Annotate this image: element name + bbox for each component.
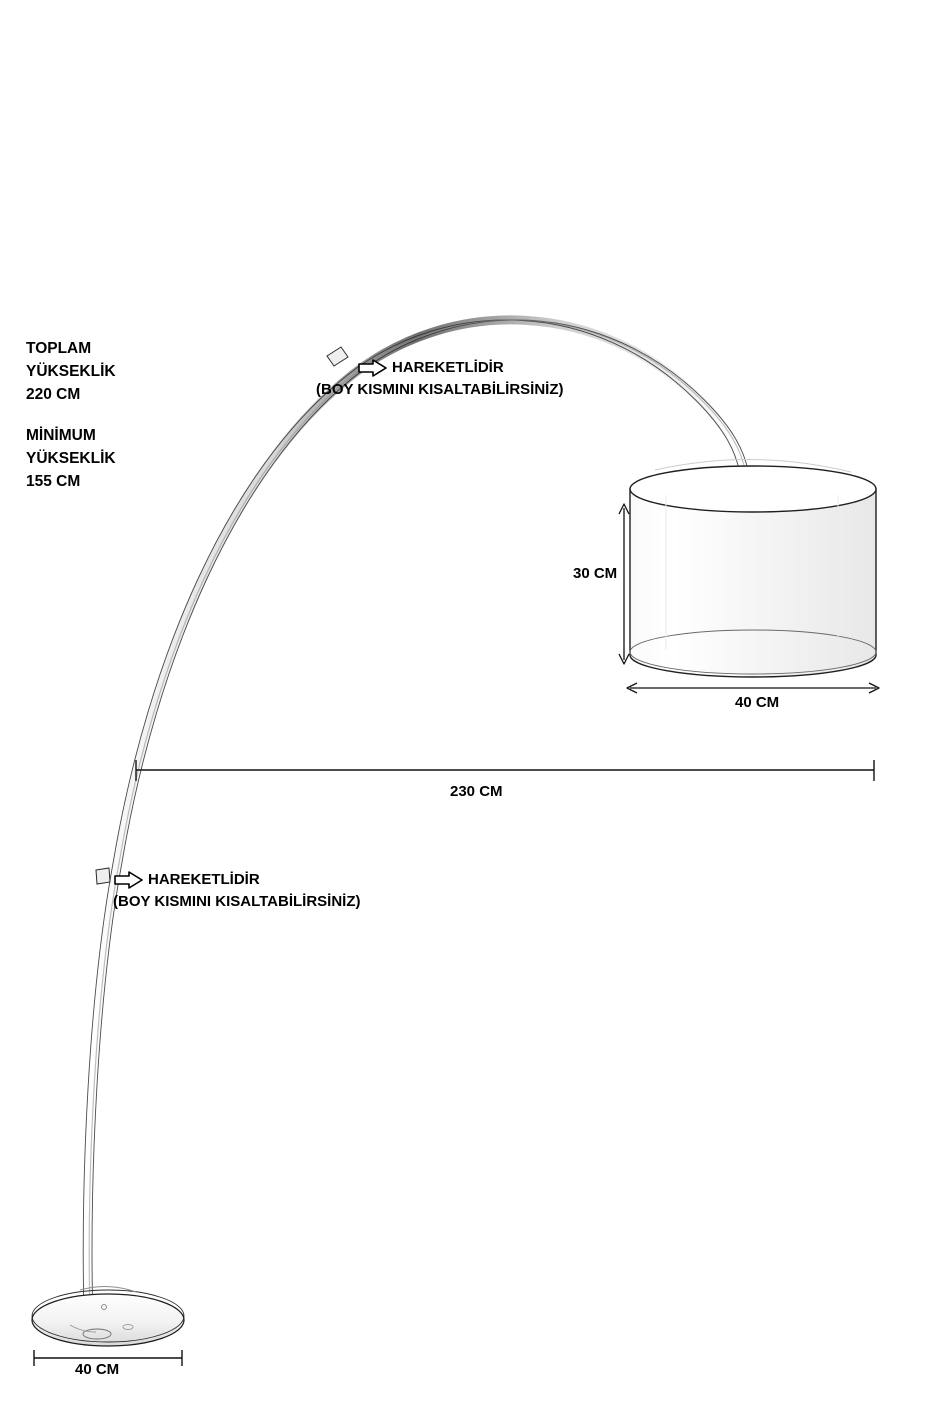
note-bottom-line2: (BOY KISMINI KISALTABİLİRSİNİZ) <box>113 893 361 911</box>
total-height-spec <box>26 338 116 407</box>
minimum-height-label-line2: YÜKSEKLİK <box>26 449 116 467</box>
minimum-height-spec <box>26 425 116 494</box>
note-bottom-line1-row <box>114 871 361 889</box>
pole-joint-top <box>327 347 348 366</box>
note-top-line1: HAREKETLİDİR <box>392 359 504 376</box>
note-bottom-line1: HAREKETLİDİR <box>148 871 260 888</box>
note-bottom <box>114 871 361 910</box>
lamp-base <box>32 1286 184 1346</box>
height-specs <box>26 338 116 494</box>
dimension-shade-width <box>627 683 879 693</box>
dimension-reach <box>136 760 874 781</box>
lamp-shade <box>630 459 876 677</box>
shade-width-label: 40 CM <box>735 694 780 711</box>
minimum-height-label-line1: MİNİMUM <box>26 426 96 444</box>
right-arrow-icon <box>358 359 388 377</box>
dimension-shade-height <box>619 504 629 664</box>
pole-joint-bottom <box>96 868 110 884</box>
note-top <box>316 359 564 399</box>
note-top-line1-row <box>358 359 564 377</box>
minimum-height-value: 155 CM <box>26 472 81 490</box>
reach-label: 230 CM <box>450 783 503 800</box>
total-height-label-line1: TOPLAM <box>26 340 92 357</box>
lamp-arc-pole <box>83 320 748 1295</box>
note-top-line2: (BOY KISMINI KISALTABİLİRSİNİZ) <box>316 381 564 399</box>
total-height-value: 220 CM <box>26 385 81 403</box>
total-height-label-line2: YÜKSEKLİK <box>26 362 116 380</box>
shade-height-label: 30 CM <box>573 565 618 582</box>
right-arrow-icon <box>114 871 144 889</box>
base-width-label: 40 CM <box>75 1361 120 1378</box>
